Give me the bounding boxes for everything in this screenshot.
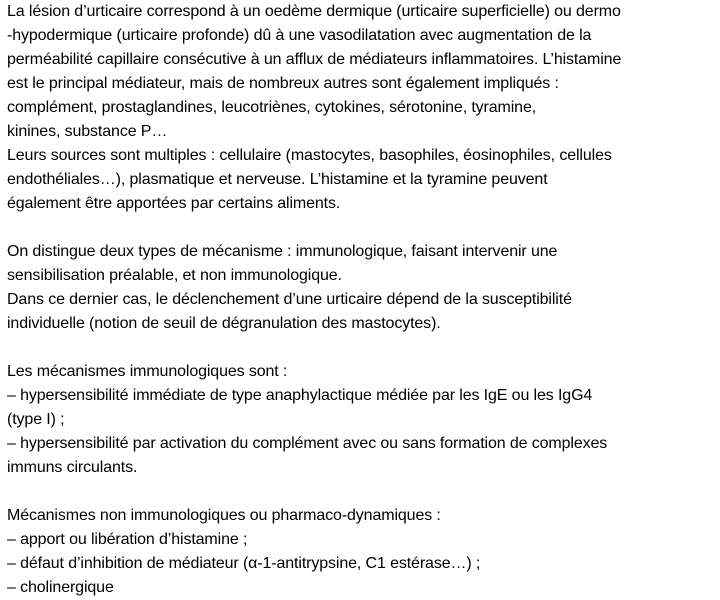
text-line: sensibilisation préalable, et non immunologique.: [7, 267, 342, 284]
paragraph-urticaria-lesion: [7, 0, 717, 216]
text-line: kinines, substance P…: [7, 123, 168, 140]
paragraph-spacer: [7, 336, 717, 360]
paragraph-spacer: [7, 480, 717, 504]
text-line: complément, prostaglandines, leucotriènes, cytokines, sérotonine, tyramine,: [7, 99, 537, 116]
text-line: également être apportées par certains aliments.: [7, 195, 341, 212]
text-line: Les mécanismes immunologiques sont :: [7, 363, 288, 380]
text-line: On distingue deux types de mécanisme : immunologique, faisant intervenir une: [7, 243, 558, 260]
document-body: [7, 0, 717, 596]
list-item: – hypersensibilité par activation du complément avec ou sans formation de complexes: [7, 435, 608, 452]
list-item: – apport ou libération d’histamine ;: [7, 531, 248, 548]
paragraph-non-immunological-mechanisms: [7, 504, 717, 600]
text-line: Leurs sources sont multiples : cellulaire (mastocytes, basophiles, éosinophiles, cellules: [7, 147, 612, 164]
text-line: immuns circulants.: [7, 459, 138, 476]
text-line: (type I) ;: [7, 411, 65, 428]
text-line: individuelle (notion de seuil de dégranulation des mastocytes).: [7, 315, 441, 332]
text-line: -hypodermique (urticaire profonde) dû à une vasodilatation avec augmentation de la: [7, 27, 592, 44]
text-line: Dans ce dernier cas, le déclenchement d’une urticaire dépend de la susceptibilité: [7, 291, 572, 308]
paragraph-mechanism-types: [7, 240, 717, 336]
list-item: – défaut d’inhibition de médiateur (α-1-antitrypsine, C1 estérase…) ;: [7, 555, 481, 572]
paragraph-spacer: [7, 216, 717, 240]
list-item: – hypersensibilité immédiate de type anaphylactique médiée par les IgE ou les IgG4: [7, 387, 593, 404]
list-item: – cholinergique: [7, 579, 114, 596]
text-line: La lésion d’urticaire correspond à un oedème dermique (urticaire superficielle) ou dermo: [7, 3, 621, 20]
paragraph-immunological-mechanisms: [7, 360, 717, 480]
text-line: perméabilité capillaire consécutive à un afflux de médiateurs inflammatoires. L’histamine: [7, 51, 622, 68]
text-line: est le principal médiateur, mais de nombreux autres sont également impliqués :: [7, 75, 559, 92]
text-line: endothéliales…), plasmatique et nerveuse. L’histamine et la tyramine peuvent: [7, 171, 548, 188]
text-line: Mécanismes non immunologiques ou pharmaco-dynamiques :: [7, 507, 441, 524]
